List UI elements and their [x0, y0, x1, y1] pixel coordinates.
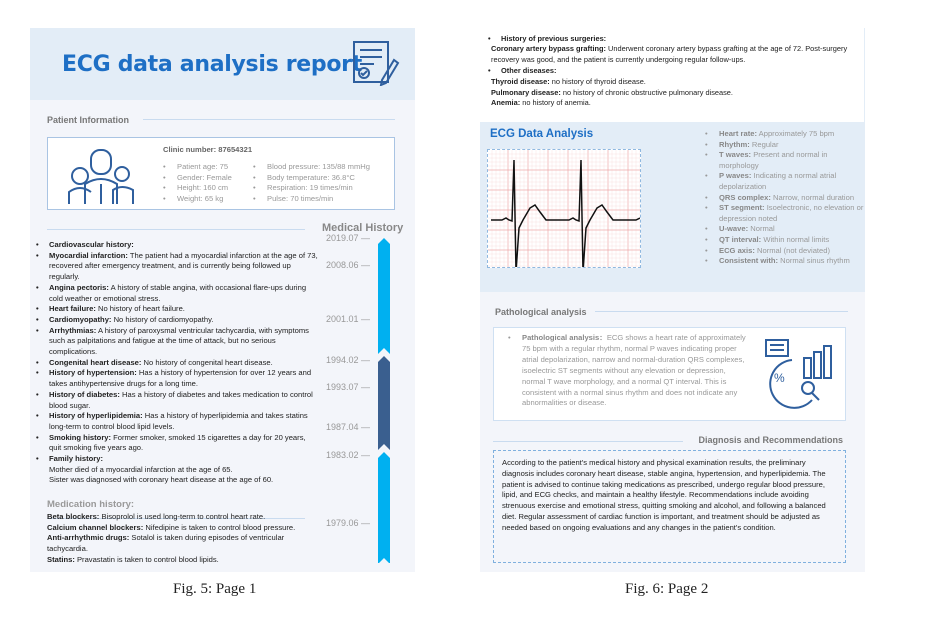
diagnosis-text: According to the patient's medical history and physical examination results, the preliminary diagnosis includes coronary heart disease, stable angina, hypertension, and hyperlipidemia. The patient is advised to continue taking medications as prescribed, undergo regular blood pressure, lipid, and ECG checks, and maintain a healthy lifestyle. Recommendations include avoiding strenuous exercise and emotional stress, quitting smoking and alcohol, and following a balanced diet. Regular assessment of cardiac function is important, and treatment should be adjusted as needed based on ongoing evaluations and any changes in the patient's condition. — [502, 458, 826, 532]
surgery-item — [491, 44, 861, 65]
history-item — [33, 251, 318, 283]
vital-item: • Height: 160 cm — [163, 183, 232, 194]
item-label: Coronary artery bypass grafting: — [491, 44, 606, 53]
vital-item: • Patient age: 75 — [163, 162, 232, 173]
surgery-text — [491, 44, 861, 65]
item-label: Statins: — [47, 554, 75, 564]
timeline-date: 2019.07 — — [325, 233, 370, 243]
item-text: No history of heart failure. — [95, 304, 185, 314]
item-text: A history of paroxysmal ventricular tachycardia, with symptoms such as palpitations and fatigue at the time of attack, but no serious complications. — [49, 325, 309, 357]
item-label: History of diabetes: — [49, 389, 120, 399]
item-label: History of hypertension: — [49, 368, 137, 378]
ecg-findings-list — [705, 129, 865, 267]
other-disease-item — [491, 77, 861, 88]
timeline-date: 1987.04 — — [325, 422, 370, 432]
item-label: Consistent with: — [719, 256, 779, 266]
divider — [493, 441, 683, 442]
medication-list — [47, 512, 317, 566]
history-continued — [480, 28, 865, 122]
diagnosis-heading: Diagnosis and Recommendations — [698, 435, 843, 445]
item-text: Isoelectronic, no elevation or depression noted — [719, 203, 864, 223]
item-text: Normal (not deviated) — [754, 245, 831, 255]
item-text: The patient had a myocardial infarction at the age of 73, recovered after emergency treatment, and is currently being followed up regularly. — [49, 250, 318, 282]
item-label: Angina pectoris: — [49, 282, 109, 292]
item-text: no history of chronic obstructive pulmonary disease. — [560, 87, 733, 97]
item-text: Former smoker, smoked 15 cigarettes a day for 20 years, quit smoking five years ago. — [49, 432, 306, 453]
report-title: ECG data analysis report — [62, 52, 362, 77]
item-label: Cardiovascular history: — [49, 240, 134, 249]
item-text: Bisoprolol is used long-term to control heart rate. — [99, 512, 266, 521]
divider — [47, 229, 305, 230]
patient-vitals-left — [163, 162, 232, 204]
medication-item — [47, 523, 317, 534]
item-label: Calcium channel blockers: — [47, 522, 144, 532]
pathological-box — [493, 327, 846, 421]
timeline-date: 1994.02 — — [325, 355, 370, 365]
ecg-finding — [705, 224, 865, 235]
item-label: P waves: — [719, 171, 752, 181]
ecg-heading: ECG Data Analysis — [490, 128, 594, 140]
medication-item — [47, 555, 317, 566]
item-label: Anemia: — [491, 98, 521, 108]
timeline-date: 1983.02 — — [325, 450, 370, 460]
medication-heading: Medication history: — [47, 499, 135, 510]
vital-item: • Body temperature: 36.8°C — [253, 173, 370, 184]
item-text: no history of anemia. — [520, 98, 591, 108]
timeline-date: 1993.07 — — [325, 382, 370, 392]
item-text: Present and normal in morphology — [719, 150, 828, 170]
history-item — [33, 240, 318, 251]
figure-caption-2: Fig. 6: Page 2 — [625, 581, 709, 597]
item-text: Within normal limits — [761, 234, 830, 244]
ecg-finding — [705, 129, 865, 140]
other-diseases-heading: • Other diseases: — [485, 66, 556, 77]
history-item — [33, 390, 318, 411]
item-text: Normal — [748, 224, 775, 234]
item-label: QRS complex: — [719, 192, 771, 202]
family-history-line: Mother died of a myocardial infarction at the age of 65. — [49, 464, 233, 474]
pathological-heading: Pathological analysis — [495, 307, 587, 317]
ecg-finding — [705, 171, 865, 192]
ecg-finding — [705, 150, 865, 171]
item-label: Heart failure: — [49, 304, 96, 314]
item-text: Underwent coronary artery bypass grafting at the age of 72. Post-surgery recovery was good, and the patient is currently undergoing regular follow-ups. — [491, 44, 848, 64]
item-text: Regular — [749, 139, 779, 149]
item-text: Indicating a normal atrial depolarization — [719, 171, 837, 191]
history-item — [33, 283, 318, 304]
timeline-date: 2008.06 — — [325, 260, 370, 270]
history-item — [33, 411, 318, 432]
vital-item: • Gender: Female — [163, 173, 232, 184]
figure-caption-1: Fig. 5: Page 1 — [173, 581, 257, 597]
item-label: U-wave: — [719, 224, 749, 234]
ecg-finding — [705, 246, 865, 257]
item-text: Has a history of diabetes and takes medication to control blood sugar. — [49, 389, 313, 410]
medication-item — [47, 533, 317, 554]
other-diseases-list — [491, 77, 861, 109]
timeline-bar — [378, 238, 394, 563]
patient-vitals-right — [253, 162, 370, 204]
ecg-finding — [705, 256, 865, 267]
clinic-number: Clinic number: 87654321 — [163, 145, 253, 154]
history-item — [33, 358, 318, 369]
patient-info-box — [47, 137, 395, 210]
other-disease-item — [491, 88, 861, 99]
item-label: Family history: — [49, 454, 104, 464]
item-label: Myocardial infarction: — [49, 250, 128, 260]
timeline-date: 1979.06 — — [325, 518, 370, 528]
history-item — [33, 304, 318, 315]
report-page-2 — [480, 28, 865, 572]
history-item — [33, 368, 318, 389]
history-item — [33, 315, 318, 326]
item-text: Normal sinus rhythm — [778, 256, 850, 266]
vital-item: • Pulse: 70 times/min — [253, 194, 370, 205]
diagnosis-box — [493, 450, 846, 563]
medication-item — [47, 512, 317, 523]
ecg-finding — [705, 140, 865, 151]
vital-item: • Weight: 65 kg — [163, 194, 232, 205]
item-label: Beta blockers: — [47, 512, 100, 521]
surgeries-heading: • History of previous surgeries: — [485, 34, 860, 45]
report-page-1 — [30, 28, 415, 572]
other-disease-item — [491, 98, 861, 109]
ecg-finding — [705, 235, 865, 246]
item-label: Arrhythmias: — [49, 325, 97, 335]
ecg-finding — [705, 203, 865, 224]
item-text: Sotalol is taken during episodes of ventricular tachycardia. — [47, 533, 285, 554]
history-item — [33, 433, 318, 454]
item-text: no history of thyroid disease. — [549, 77, 646, 86]
item-text: Has a history of hyperlipidemia and takes statins long-term to control blood lipid levels. — [49, 411, 308, 431]
item-label: ST segment: — [719, 203, 765, 213]
item-text: Pravastatin is taken to control blood lipids. — [74, 554, 219, 564]
divider — [595, 311, 848, 312]
timeline-date: 2001.01 — — [325, 314, 370, 324]
ecg-finding — [705, 193, 865, 204]
item-text: Has a history of hypertension for over 12 years and takes antihypertensive drugs for a long time. — [49, 368, 312, 389]
item-text: No history of cardiomyopathy. — [111, 314, 214, 324]
vital-item: • Blood pressure: 135/88 mmHg — [253, 162, 370, 173]
item-label: T waves: — [719, 150, 752, 160]
report-clipboard-icon — [352, 40, 400, 86]
item-text: A history of stable angina, with occasional flare-ups during cold weather or emotional stress. — [49, 282, 307, 303]
item-label: Heart rate: — [719, 129, 757, 138]
item-label: Congenital heart disease: — [49, 357, 142, 367]
pathological-text: • Pathological analysis：ECG shows a heart rate of approximately 75 bpm with a regular rhythm, normal P waves indicating proper atrial depolarization, narrow and normal-duration QRS complexes, isoelectric ST segments without any elevation or depression, normal T wave morphology, and a normal QT interval. This is consistent with a normal sinus rhythm and does not indicate any abnormalities or disease. — [508, 333, 750, 409]
item-text: Nifedipine is taken to control blood pressure. — [143, 522, 296, 532]
item-label: QT interval: — [719, 234, 762, 244]
divider — [143, 119, 395, 120]
patient-info-heading: Patient Information — [47, 115, 130, 125]
patients-group-icon — [66, 146, 136, 204]
item-text: Narrow, normal duration — [770, 192, 855, 202]
family-history-line: Sister was diagnosed with coronary heart disease at the age of 60. — [49, 475, 274, 485]
medical-history-heading: Medical History — [322, 222, 404, 234]
item-label: Smoking history: — [49, 432, 112, 442]
svg-text:%: % — [774, 371, 785, 385]
item-label: History of hyperlipidemia: — [49, 411, 143, 421]
ecg-waveform-chart — [487, 149, 641, 268]
vital-item: • Respiration: 19 times/min — [253, 183, 370, 194]
data-analysis-icon — [764, 338, 836, 410]
item-label: Anti-arrhythmic drugs: — [47, 533, 130, 543]
item-text: No history of congenital heart disease. — [141, 357, 273, 367]
history-item — [33, 326, 318, 358]
item-label: Cardiomyopathy: — [49, 314, 112, 324]
history-item — [33, 454, 318, 465]
item-label: ECG axis: — [719, 245, 755, 255]
medical-history-list — [33, 240, 318, 486]
item-label: Thyroid disease: — [491, 77, 550, 86]
item-label: Rhythm: — [719, 139, 750, 149]
item-label: Pulmonary disease: — [491, 87, 561, 97]
item-text: Approximately 75 bpm — [756, 129, 835, 138]
